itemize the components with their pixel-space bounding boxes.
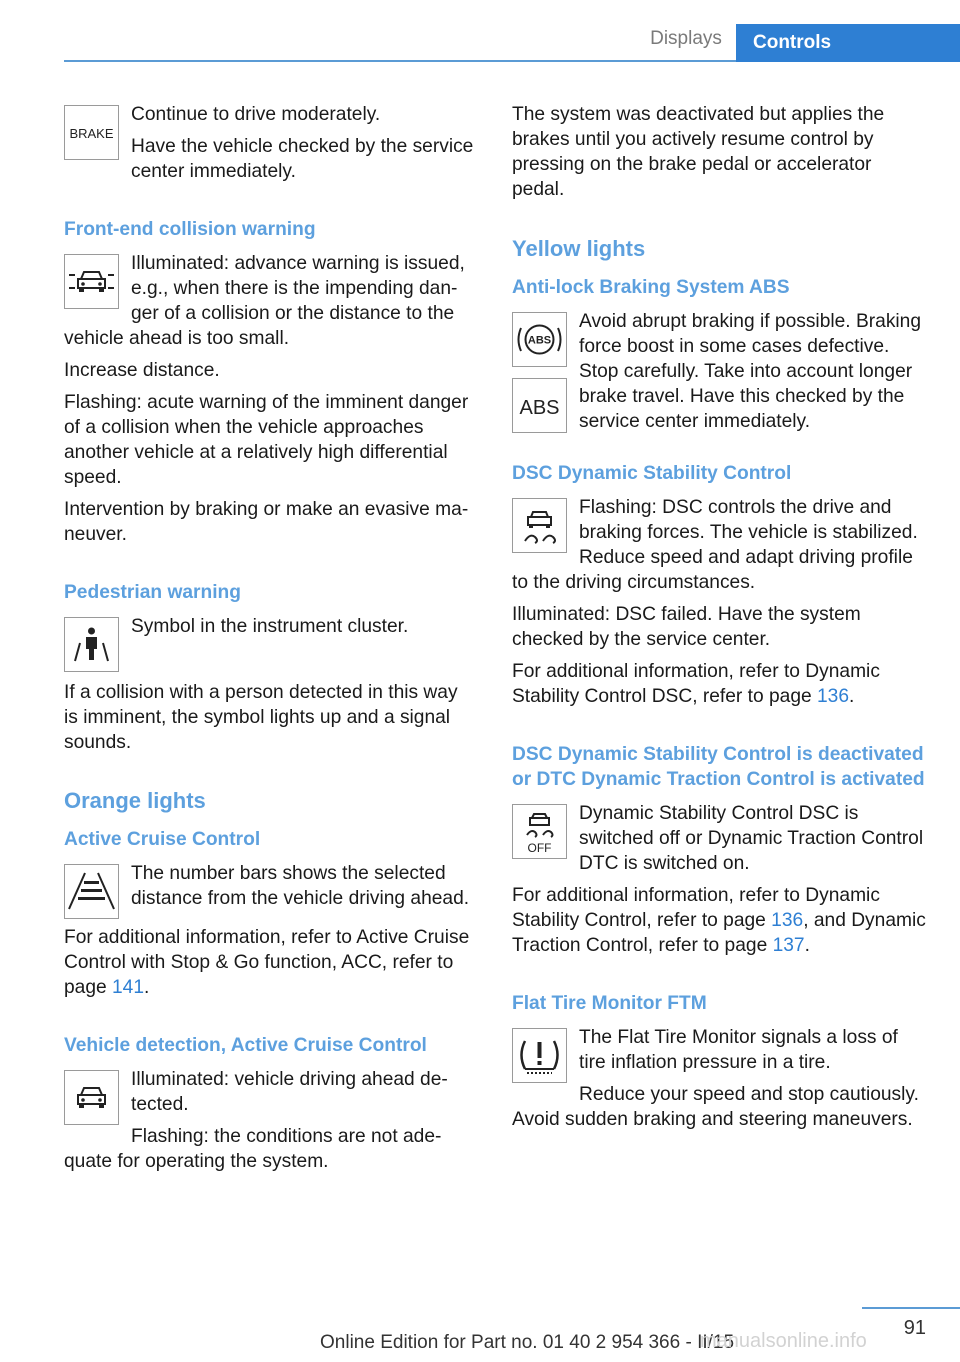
ftm-text-1: The Flat Tire Monitor signals a loss of tire inflation pressure in a tire. (579, 1027, 898, 1073)
acc-ref-text: For additional information, refer to Active Cruise Control with Stop & Go function, ACC, refer to page (64, 927, 470, 998)
ftm-heading: Flat Tire Monitor FTM (512, 993, 707, 1014)
svg-text:ABS: ABS (527, 334, 552, 347)
svg-text:OFF: OFF (527, 841, 552, 855)
flat-tire-icon (512, 1028, 567, 1083)
fcw-text-4: Intervention by braking or make an evasive maneuver. (64, 499, 469, 545)
pedestrian-heading: Pedestrian warning (64, 582, 241, 603)
ftm-text-2: Reduce your speed and stop cautiously. Avoid sudden braking and steering maneuvers. (512, 1084, 919, 1130)
vehicle-detection-text-2: Flashing: the conditions are not adequate for operating the system. (64, 1126, 442, 1172)
svg-text:ABS: ABS (519, 397, 560, 419)
yellow-lights-heading: Yellow lights (512, 236, 646, 261)
abs-text-1: Avoid abrupt braking if possible. Braking force boost in some cases defective. Stop carefully. Take into account longer brake travel. Have this checked by the service center immediately. (579, 311, 922, 432)
page-link-136-b[interactable]: 136 (771, 910, 804, 931)
left-column (64, 102, 476, 1181)
dsc-ref-end: . (849, 686, 855, 707)
fcw-heading: Front-end collision warning (64, 219, 316, 240)
acc-heading: Active Cruise Control (64, 829, 261, 850)
dsc-ref-text: For additional information, refer to Dynamic Stability Control DSC, refer to page (512, 661, 880, 707)
right-column (512, 102, 926, 1139)
pedestrian-icon (64, 617, 119, 672)
dsc-text-3 (512, 659, 926, 709)
fcw-text-3: Flashing: acute warning of the imminent danger of a collision when the vehicle approaches another vehicle at a relatively high differential speed. (64, 392, 469, 488)
tab-controls[interactable]: Controls (736, 24, 960, 62)
page-link-136[interactable]: 136 (817, 686, 850, 707)
svg-text:BRAKE: BRAKE (69, 126, 114, 141)
abs-heading: Anti-lock Braking System ABS (512, 277, 790, 298)
fcw-text-2: Increase distance. (64, 360, 220, 381)
tab-displays[interactable]: Displays (650, 28, 722, 49)
page-link-141[interactable]: 141 (112, 977, 145, 998)
abs-text-icon (512, 378, 567, 433)
pedestrian-text-2: If a collision with a person detected in this way is imminent, the symbol lights up and a signal sounds. (64, 682, 458, 753)
acc-ref-end: . (144, 977, 150, 998)
page-link-137[interactable]: 137 (772, 935, 805, 956)
dsc-text-2: Illuminated: DSC failed. Have the system checked by the service center. (512, 604, 861, 650)
dsc-off-icon (512, 804, 567, 859)
dsc-skid-icon (512, 498, 567, 553)
vehicle-ahead-icon (64, 1070, 119, 1125)
dsc-heading: DSC Dynamic Stability Control (512, 463, 792, 484)
dtc-ref-text: For additional information, refer to Dynamic Stability Control, refer to page (512, 885, 880, 931)
dtc-ref-mid: , and Dynamic Traction Control, refer to page (512, 910, 926, 956)
pedestrian-text-1: Symbol in the instrument cluster. (131, 616, 409, 637)
system-deactivated-text: The system was deactivated but applies the brakes until you actively resume control by pressing on the brake pedal or accelerator pedal. (512, 104, 885, 200)
dtc-text-1: Dynamic Stability Control DSC is switched off or Dynamic Traction Control DTC is switched on. (579, 803, 924, 874)
abs-circle-icon (512, 312, 567, 367)
edition-note: Online Edition for Part no. 01 40 2 954 366 - II/15 (320, 1332, 735, 1353)
acc-text-2 (64, 925, 476, 1000)
brake-text-2: Have the vehicle checked by the service center immediately. (131, 136, 474, 182)
car-warning-icon (64, 254, 119, 309)
acc-text-1: The number bars shows the selected distance from the vehicle driving ahead. (131, 863, 470, 909)
dtc-heading: DSC Dynamic Stability Control is deactivated or DTC Dynamic Traction Control is activated (512, 744, 925, 790)
dtc-text-2 (512, 883, 926, 958)
distance-bars-icon (64, 864, 119, 919)
vehicle-detection-text-1: Illuminated: vehicle driving ahead detected. (131, 1069, 448, 1115)
dsc-text-1: Flashing: DSC controls the drive and braking forces. The vehicle is stabilized. Reduce speed and adapt driving profile to the driving circumstances. (512, 497, 918, 593)
brake-text-1: Continue to drive moderately. (131, 104, 381, 125)
fcw-text-1: Illuminated: advance warning is issued, e.g., when there is the impending danger of a collision or the distance to the vehicle ahead is too small. (64, 253, 465, 349)
orange-lights-heading: Orange lights (64, 788, 206, 813)
page-number: 91 (903, 1317, 926, 1339)
brake-warning-icon (64, 105, 119, 160)
dtc-ref-end: . (804, 935, 810, 956)
vehicle-detection-heading: Vehicle detection, Active Cruise Control (64, 1035, 427, 1056)
watermark: manualsonline.info (700, 1330, 867, 1352)
footer-rule (862, 1307, 960, 1309)
